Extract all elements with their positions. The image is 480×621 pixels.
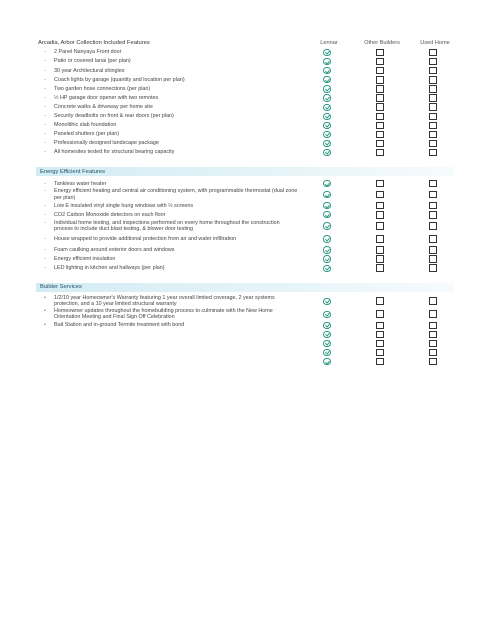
used-home-cell (408, 246, 458, 253)
feature-cell (36, 86, 302, 92)
empty-checkbox-icon (376, 180, 383, 187)
table-row (36, 84, 454, 93)
empty-checkbox-icon (429, 76, 436, 83)
table-row (36, 321, 454, 330)
lennar-cell (302, 202, 352, 209)
feature-cell (36, 122, 302, 128)
column-header-other: Other Builders (364, 39, 400, 46)
lennar-cell (302, 358, 352, 365)
table-row (36, 93, 454, 102)
feature-cell (36, 203, 302, 209)
feature-label: Coach lights by garage (quantity and location per plan) (54, 76, 185, 83)
other-builders-cell (352, 103, 408, 110)
used-home-cell (408, 122, 458, 129)
lennar-cell (302, 191, 352, 198)
feature-label: Concrete walks & driveway per home site (54, 103, 153, 110)
empty-checkbox-icon (376, 131, 383, 138)
feature-label: Security deadbolts on front & rear doors (per plan) (54, 113, 174, 120)
lennar-cell (302, 211, 352, 218)
feature-label: 2 Panel Nanyaya Front door (54, 49, 122, 56)
table-row (36, 179, 454, 188)
empty-checkbox-icon (429, 310, 436, 317)
bullet: - (44, 246, 46, 253)
used-home-cell (408, 349, 458, 356)
empty-checkbox-icon (376, 211, 383, 218)
feature-label: Patio or covered lanai (per plan) (54, 58, 131, 65)
used-home-cell (408, 76, 458, 83)
feature-cell (36, 68, 302, 74)
feature-label: Low E insulated vinyl single hung windows with ½ screens (54, 202, 194, 209)
other-builders-cell (352, 58, 408, 65)
table-row (36, 339, 454, 348)
empty-checkbox-icon (376, 94, 383, 101)
empty-checkbox-icon (376, 76, 383, 83)
empty-checkbox-icon (429, 235, 436, 242)
check-circle-icon (323, 85, 330, 92)
feature-label: Energy efficient insulation (54, 255, 116, 262)
bullet: - (44, 140, 46, 147)
check-circle-icon (323, 140, 330, 147)
empty-checkbox-icon (429, 264, 436, 271)
other-builders-cell (352, 191, 408, 198)
table-row (36, 121, 454, 130)
table-row (36, 103, 454, 112)
table-row (36, 357, 454, 366)
lennar-cell (302, 265, 352, 272)
empty-checkbox-icon (376, 113, 383, 120)
feature-label: ½ HP garage door opener with two remotes (54, 94, 159, 101)
lennar-cell (302, 311, 352, 318)
feature-label: Homeowner updates throughout the homebuilding process to culminate with the New Home Orientation Meeting and Final Sign Off Celebration (54, 307, 273, 321)
empty-checkbox-icon (429, 67, 436, 74)
check-circle-icon (323, 340, 330, 347)
other-builders-cell (352, 94, 408, 101)
table-row (36, 264, 454, 273)
table-row (36, 66, 454, 75)
empty-checkbox-icon (429, 131, 436, 138)
empty-checkbox-icon (376, 140, 383, 147)
other-builders-cell (352, 113, 408, 120)
empty-checkbox-icon (429, 331, 436, 338)
check-circle-icon (323, 235, 330, 242)
other-builders-cell (352, 76, 408, 83)
empty-checkbox-icon (429, 94, 436, 101)
feature-cell (36, 104, 302, 110)
check-circle-icon (323, 131, 330, 138)
lennar-cell (302, 113, 352, 120)
bullet: - (44, 211, 46, 218)
empty-checkbox-icon (429, 103, 436, 110)
feature-cell (36, 58, 302, 64)
section-header: Builder Services (36, 283, 454, 292)
other-builders-cell (352, 322, 408, 329)
feature-label: Two garden hose connections (per plan) (54, 85, 151, 92)
check-circle-icon (323, 265, 330, 272)
feature-cell (36, 308, 302, 321)
empty-checkbox-icon (376, 297, 383, 304)
used-home-cell (408, 222, 458, 229)
table-header (36, 38, 454, 48)
bullet: - (44, 67, 46, 74)
used-home-cell (408, 358, 458, 365)
bullet: - (44, 219, 46, 226)
empty-checkbox-icon (376, 310, 383, 317)
feature-label: Foam caulking around exterior doors and windows (54, 246, 175, 253)
empty-checkbox-icon (429, 113, 436, 120)
empty-checkbox-icon (429, 340, 436, 347)
lennar-cell (302, 235, 352, 242)
other-builders-cell (352, 331, 408, 338)
other-builders-cell (352, 264, 408, 271)
table-row (36, 188, 454, 201)
lennar-cell (302, 104, 352, 111)
bullet: • (44, 322, 46, 329)
used-home-cell (408, 58, 458, 65)
empty-checkbox-icon (376, 67, 383, 74)
used-home-cell (408, 340, 458, 347)
other-builders-cell (352, 180, 408, 187)
column-header-used: Used Home (420, 39, 450, 46)
feature-cell (36, 77, 302, 83)
empty-checkbox-icon (376, 49, 383, 56)
empty-checkbox-icon (429, 58, 436, 65)
check-circle-icon (323, 49, 330, 56)
other-builders-cell (352, 211, 408, 218)
used-home-cell (408, 149, 458, 156)
feature-cell (36, 49, 302, 55)
empty-checkbox-icon (376, 122, 383, 129)
feature-cell (36, 322, 302, 328)
bullet: • (44, 294, 46, 301)
lennar-cell (302, 131, 352, 138)
feature-label: Tankless water heater (54, 180, 107, 187)
empty-checkbox-icon (376, 349, 383, 356)
lennar-cell (302, 322, 352, 329)
other-builders-cell (352, 49, 408, 56)
bullet: - (44, 76, 46, 83)
feature-cell (36, 212, 302, 218)
check-circle-icon (323, 58, 330, 65)
empty-checkbox-icon (376, 149, 383, 156)
other-builders-cell (352, 202, 408, 209)
lennar-cell (302, 331, 352, 338)
empty-checkbox-icon (429, 85, 436, 92)
table-row (36, 75, 454, 84)
table-row (36, 130, 454, 139)
empty-checkbox-icon (376, 191, 383, 198)
empty-checkbox-icon (376, 58, 383, 65)
used-home-cell (408, 94, 458, 101)
used-home-cell (408, 113, 458, 120)
lennar-cell (302, 246, 352, 253)
lennar-cell (302, 140, 352, 147)
used-home-cell (408, 103, 458, 110)
other-builders-cell (352, 140, 408, 147)
empty-checkbox-icon (429, 180, 436, 187)
bullet: - (44, 131, 46, 138)
comparison-table (36, 38, 454, 366)
check-circle-icon (323, 222, 330, 229)
used-home-cell (408, 297, 458, 304)
other-builders-cell (352, 67, 408, 74)
section-title: Arcadia, Arbor Collection Included Features (38, 39, 150, 46)
bullet: - (44, 94, 46, 101)
empty-checkbox-icon (376, 340, 383, 347)
check-circle-icon (323, 211, 330, 218)
lennar-cell (302, 222, 352, 229)
check-circle-icon (323, 322, 330, 329)
feature-label: House wrapped to provide additional protection from air and water infiltration (54, 235, 237, 242)
used-home-cell (408, 49, 458, 56)
feature-label: CO2 Carbon Monoxide detectors on each floor (54, 211, 166, 218)
check-circle-icon (323, 94, 330, 101)
table-row (36, 348, 454, 357)
lennar-cell (302, 85, 352, 92)
table-row (36, 330, 454, 339)
check-circle-icon (323, 104, 330, 111)
used-home-cell (408, 180, 458, 187)
empty-checkbox-icon (429, 222, 436, 229)
check-circle-icon (323, 122, 330, 129)
feature-cell (36, 181, 302, 187)
lennar-cell (302, 349, 352, 356)
feature-label: All homesites tested for structural bearing capacity (54, 149, 175, 156)
other-builders-cell (352, 149, 408, 156)
lennar-cell (302, 67, 352, 74)
other-builders-cell (352, 358, 408, 365)
check-circle-icon (323, 331, 330, 338)
empty-checkbox-icon (429, 255, 436, 262)
lennar-cell (302, 180, 352, 187)
feature-cell (36, 256, 302, 262)
check-circle-icon (323, 180, 330, 187)
feature-cell (36, 236, 302, 242)
bullet: - (44, 255, 46, 262)
used-home-cell (408, 264, 458, 271)
check-circle-icon (323, 202, 330, 209)
other-builders-cell (352, 297, 408, 304)
feature-cell (36, 140, 302, 146)
feature-label: Monolithic slab foundation (54, 122, 117, 129)
feature-cell (36, 113, 302, 119)
bullet: - (44, 180, 46, 187)
empty-checkbox-icon (429, 297, 436, 304)
table-row (36, 201, 454, 210)
empty-checkbox-icon (429, 140, 436, 147)
used-home-cell (408, 310, 458, 317)
feature-cell (36, 95, 302, 101)
section-header: Energy Efficient Features (36, 167, 454, 176)
check-circle-icon (323, 358, 330, 365)
empty-checkbox-icon (429, 246, 436, 253)
bullet: - (44, 264, 46, 271)
empty-checkbox-icon (376, 358, 383, 365)
check-circle-icon (323, 67, 330, 74)
lennar-cell (302, 76, 352, 83)
lennar-cell (302, 340, 352, 347)
used-home-cell (408, 211, 458, 218)
lennar-cell (302, 149, 352, 156)
feature-label: LED lighting in kitchen and hallways (per plan) (54, 264, 165, 271)
table-row (36, 48, 454, 57)
other-builders-cell (352, 340, 408, 347)
empty-checkbox-icon (429, 211, 436, 218)
used-home-cell (408, 235, 458, 242)
feature-cell (36, 247, 302, 253)
table-row (36, 245, 454, 254)
used-home-cell (408, 67, 458, 74)
feature-cell (36, 188, 302, 201)
check-circle-icon (323, 76, 330, 83)
feature-cell (36, 295, 302, 308)
bullet: - (44, 149, 46, 156)
table-row (36, 148, 454, 157)
used-home-cell (408, 331, 458, 338)
empty-checkbox-icon (429, 349, 436, 356)
check-circle-icon (323, 255, 330, 262)
empty-checkbox-icon (429, 49, 436, 56)
used-home-cell (408, 140, 458, 147)
empty-checkbox-icon (429, 358, 436, 365)
bullet: - (44, 202, 46, 209)
empty-checkbox-icon (429, 191, 436, 198)
other-builders-cell (352, 122, 408, 129)
empty-checkbox-icon (376, 222, 383, 229)
bullet: - (44, 85, 46, 92)
used-home-cell (408, 85, 458, 92)
other-builders-cell (352, 235, 408, 242)
feature-cell (36, 265, 302, 271)
table-row (36, 219, 454, 232)
empty-checkbox-icon (376, 322, 383, 329)
check-circle-icon (323, 298, 330, 305)
feature-cell (36, 149, 302, 155)
bullet: - (44, 103, 46, 110)
feature-label: Bait Station and in-ground Termite treatment with bond (54, 322, 185, 329)
table-row (36, 232, 454, 245)
check-circle-icon (323, 149, 330, 156)
lennar-cell (302, 298, 352, 305)
empty-checkbox-icon (376, 331, 383, 338)
other-builders-cell (352, 310, 408, 317)
feature-label: Individual home testing, and inspections performed on every home throughout the construction process to include duct blast testing, & blower door testing (54, 219, 280, 232)
table-row (36, 139, 454, 148)
table-row (36, 295, 454, 308)
table-row (36, 57, 454, 66)
empty-checkbox-icon (376, 85, 383, 92)
other-builders-cell (352, 246, 408, 253)
bullet: - (44, 58, 46, 65)
empty-checkbox-icon (376, 235, 383, 242)
check-circle-icon (323, 311, 330, 318)
feature-label: Professionally designed landscape package (54, 140, 159, 147)
lennar-cell (302, 49, 352, 56)
feature-label: Paneled shutters (per plan) (54, 131, 120, 138)
used-home-cell (408, 131, 458, 138)
other-builders-cell (352, 85, 408, 92)
table-row (36, 112, 454, 121)
lennar-cell (302, 122, 352, 129)
check-circle-icon (323, 113, 330, 120)
used-home-cell (408, 202, 458, 209)
column-header-lennar: Lennar (320, 39, 338, 46)
table-row (36, 210, 454, 219)
empty-checkbox-icon (376, 202, 383, 209)
check-circle-icon (323, 349, 330, 356)
bullet: - (44, 113, 46, 120)
used-home-cell (408, 191, 458, 198)
lennar-cell (302, 255, 352, 262)
check-circle-icon (323, 246, 330, 253)
empty-checkbox-icon (429, 149, 436, 156)
lennar-cell (302, 94, 352, 101)
feature-label: 30 year Architectural shingles (54, 67, 125, 74)
other-builders-cell (352, 255, 408, 262)
lennar-cell (302, 58, 352, 65)
feature-cell (36, 220, 302, 233)
empty-checkbox-icon (376, 103, 383, 110)
check-circle-icon (323, 191, 330, 198)
empty-checkbox-icon (376, 246, 383, 253)
feature-cell (36, 131, 302, 137)
bullet: - (44, 188, 46, 195)
empty-checkbox-icon (376, 255, 383, 262)
table-row (36, 308, 454, 321)
empty-checkbox-icon (429, 202, 436, 209)
used-home-cell (408, 255, 458, 262)
feature-label: 1/2/10 year Homeowner's Warranty featuring 1 year overall limited coverage, 2 year systems protection, and a 10 year limited structural warranty (54, 294, 275, 308)
bullet: - (44, 235, 46, 242)
other-builders-cell (352, 349, 408, 356)
other-builders-cell (352, 131, 408, 138)
bullet: - (44, 49, 46, 56)
feature-label: Energy efficient heating and central air conditioning system, with programmable thermostat (dual zone per plan) (54, 188, 298, 201)
other-builders-cell (352, 222, 408, 229)
table-row (36, 255, 454, 264)
bullet: • (44, 307, 46, 314)
empty-checkbox-icon (429, 122, 436, 129)
empty-checkbox-icon (376, 264, 383, 271)
bullet: - (44, 122, 46, 129)
used-home-cell (408, 322, 458, 329)
empty-checkbox-icon (429, 322, 436, 329)
